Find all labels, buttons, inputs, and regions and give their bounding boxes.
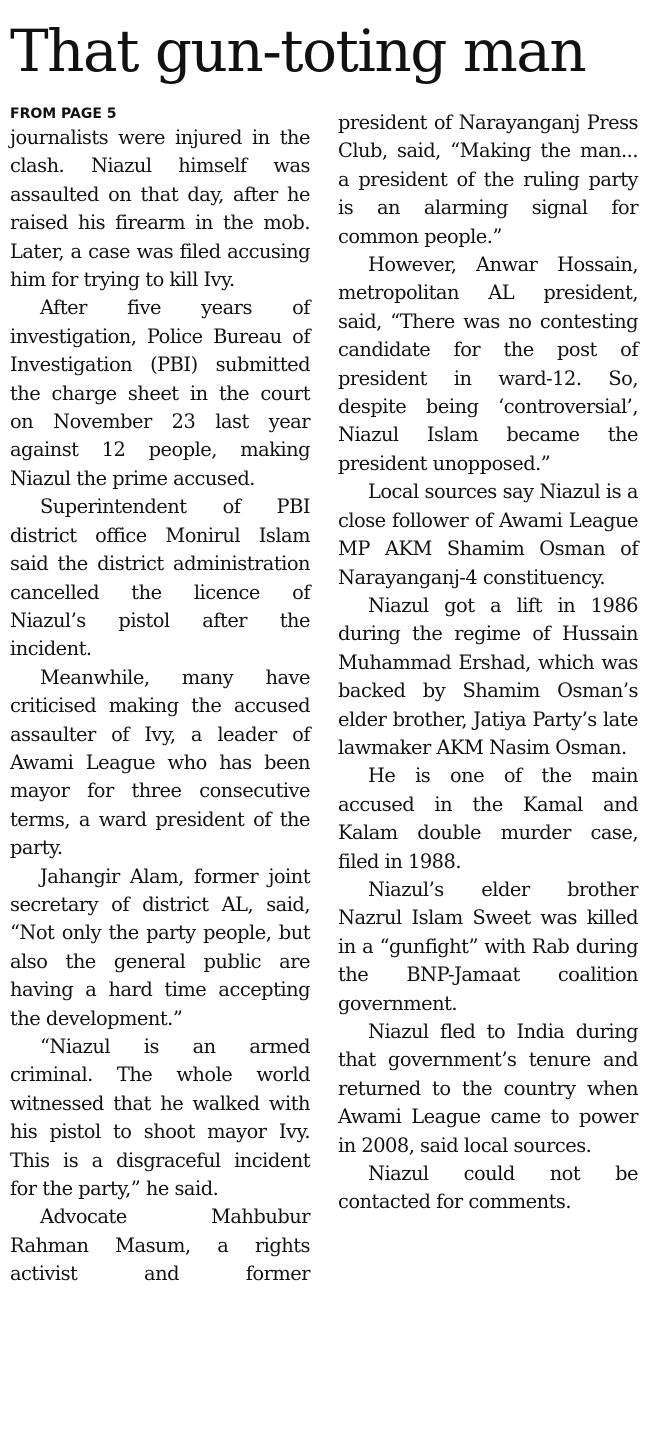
paragraph: However, Anwar Hossain, metropolitan AL president, said, “There was no contesting candidate for the post of president in ward-12. So, despite being ‘controversial’, Niazul Islam became the president unopposed.” xyxy=(338,253,638,475)
paragraph: Niazul’s elder brother Nazrul Islam Sweet was killed in a “gunfight” with Rab during the BNP-Jamaat coalition government. xyxy=(338,877,638,1015)
continuation-label: FROM PAGE 5 xyxy=(10,106,117,122)
paragraph: Niazul got a lift in 1986 during the regime of Hussain Muhammad Ershad, which was backed by Shamim Osman’s elder brother, Jatiya Party’s late lawmaker AKM Nasim Osman. xyxy=(338,593,638,759)
paragraph: journalists were injured in the clash. Niazul himself was assaulted on that day, after he raised his firearm in the mob. Later, a case was filed accusing him for trying to kill Ivy. xyxy=(10,126,310,292)
paragraph: Jahangir Alam, former joint secretary of district AL, said, “Not only the party people, but also the general public are having a hard time accepting the development.” xyxy=(10,864,310,1030)
paragraph: Superintendent of PBI district office Monirul Islam said the district administration cancelled the licence of Niazul’s pistol after the incident. xyxy=(10,495,310,661)
right-column xyxy=(338,109,638,1217)
left-column xyxy=(10,104,310,1289)
paragraph: After five years of investigation, Police Bureau of Investigation (PBI) submitted the charge sheet in the court on November 23 last year against 12 people, making Niazul the prime accused. xyxy=(10,296,310,490)
paragraph: “Niazul is an armed criminal. The whole world witnessed that he walked with his pistol to shoot mayor Ivy. This is a disgraceful incident for the party,” he said. xyxy=(10,1035,310,1201)
paragraph: He is one of the main accused in the Kamal and Kalam double murder case, filed in 1988. xyxy=(338,764,638,873)
paragraph: Advocate Mahbubur Rahman Masum, a rights activist and former xyxy=(10,1205,310,1286)
paragraph: Niazul could not be contacted for comments. xyxy=(338,1162,638,1214)
paragraph: president of Narayanganj Press Club, said, “Making the man... a president of the ruling party is an alarming signal for common people.” xyxy=(338,111,638,248)
headline: That gun-toting man xyxy=(10,17,586,85)
paragraph: Meanwhile, many have criticised making the accused assaulter of Ivy, a leader of Awami League who has been mayor for three consecutive terms, a ward president of the party. xyxy=(10,665,310,860)
paragraph: Niazul fled to India during that government’s tenure and returned to the country when Awami League came to power in 2008, said local sources. xyxy=(338,1020,638,1157)
paragraph: Local sources say Niazul is a close follower of Awami League MP AKM Shamim Osman of Narayanganj-4 constituency. xyxy=(338,480,638,589)
